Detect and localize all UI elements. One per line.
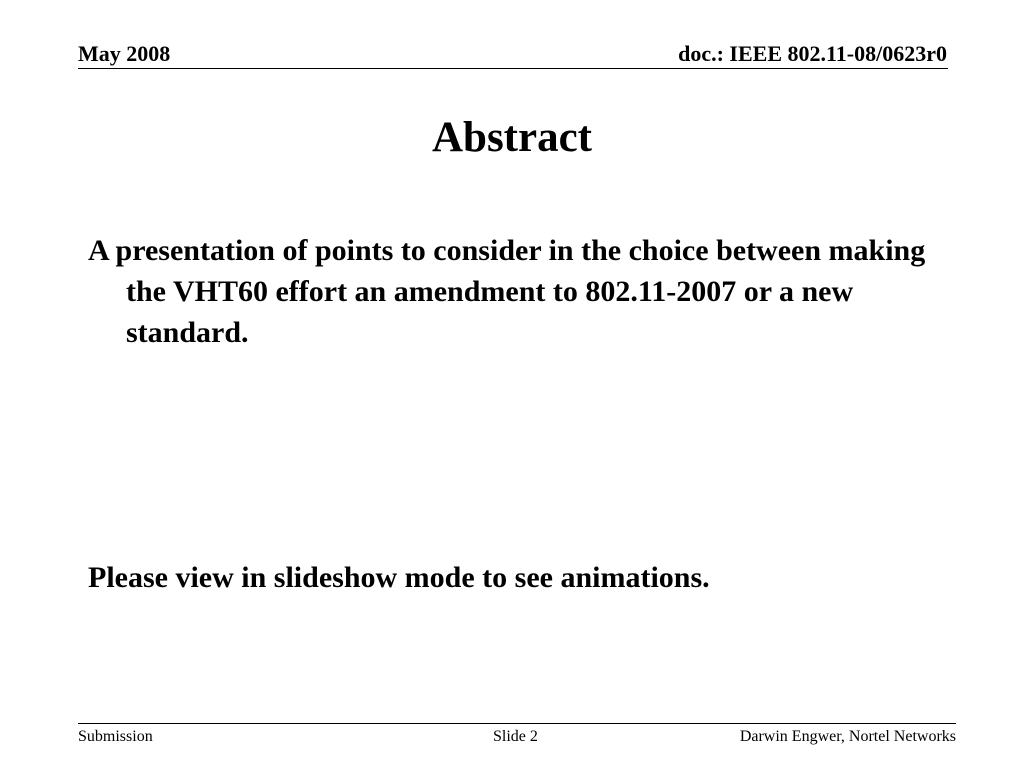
footer-submission: Submission: [78, 728, 153, 745]
footer-slide-number: Slide 2: [493, 728, 538, 745]
header-divider: [78, 68, 948, 69]
slideshow-note: Please view in slideshow mode to see animations.: [88, 561, 710, 594]
abstract-paragraph: A presentation of points to consider in the choice between making the VHT60 effort an amendment to 802.11-2007 or a new standard.: [88, 234, 926, 349]
footer-divider: [78, 723, 956, 724]
slide-title: Abstract: [431, 114, 592, 161]
header-doc-id: doc.: IEEE 802.11-08/0623r0: [678, 41, 947, 66]
footer-author: Darwin Engwer, Nortel Networks: [739, 728, 956, 745]
header-date: May 2008: [78, 41, 171, 66]
